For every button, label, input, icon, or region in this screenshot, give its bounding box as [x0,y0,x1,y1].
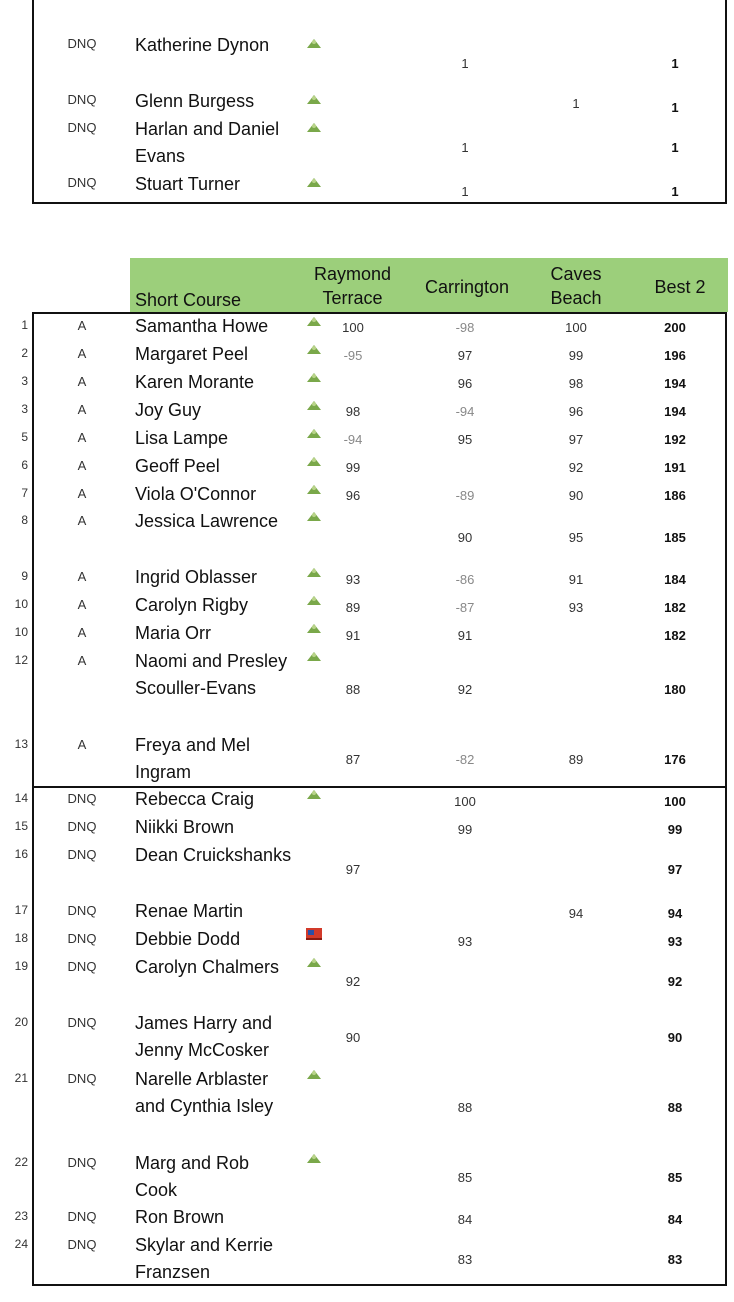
carrington-score: 90 [457,530,473,545]
row-grade: A [77,569,87,584]
rank-number: 13 [14,737,28,751]
caves-beach-score: 100 [565,320,587,335]
athlete-name: Katherine Dynon [135,35,270,55]
caves-beach-score: 92 [568,460,584,475]
green-flag-icon [305,787,323,801]
carrington-score: -82 [455,752,475,767]
athlete-name: Debbie Dodd [135,929,241,949]
best-2-total: 180 [664,682,686,697]
athlete-name: Marg and Rob [135,1153,250,1173]
carrington-score: 83 [457,1252,473,1267]
athlete-name: Jessica Lawrence [135,511,279,531]
athlete-name: Lisa Lampe [135,428,229,448]
athlete-name: Cook [135,1180,178,1200]
athlete-name: Dean Cruickshanks [135,845,292,865]
caves-beach-score: 99 [568,348,584,363]
header-carrington: Carrington [424,277,510,297]
athlete-name: Niikki Brown [135,817,235,837]
raymond-terrace-score: 93 [345,572,361,587]
carrington-score: 88 [457,1100,473,1115]
green-flag-icon [305,92,323,106]
rank-number: 7 [21,486,28,500]
athlete-name: Geoff Peel [135,456,220,476]
athlete-name: and Cynthia Isley [135,1096,274,1116]
row-grade: A [77,346,87,361]
row-grade: DNQ [67,847,97,862]
row-grade: A [77,625,87,640]
rank-number: 10 [14,625,28,639]
green-flag-icon [305,454,323,468]
best-2-total: 1 [671,56,679,71]
rank-number: 5 [21,430,28,444]
green-flag-icon [305,509,323,523]
athlete-name: Ron Brown [135,1207,225,1227]
carrington-score: 84 [457,1212,473,1227]
athlete-name: Franzsen [135,1262,211,1282]
header-best-2: Best 2 [654,277,706,297]
raymond-terrace-score: 98 [345,404,361,419]
row-grade: A [77,513,87,528]
best-2-total: 196 [664,348,686,363]
best-2-total: 182 [664,600,686,615]
athlete-name: Margaret Peel [135,344,249,364]
carrington-score: 1 [461,140,469,155]
athlete-name: Ingrid Oblasser [135,567,258,587]
row-grade: DNQ [67,959,97,974]
rank-number: 17 [14,903,28,917]
rank-number: 22 [14,1155,28,1169]
carrington-score: 95 [457,432,473,447]
red-flag-icon [305,927,323,941]
best-2-total: 1 [671,100,679,115]
athlete-name: Skylar and Kerrie [135,1235,274,1255]
green-flag-icon [305,1151,323,1165]
best-2-total: 184 [664,572,686,587]
green-flag-icon [305,175,323,189]
caves-beach-score: 97 [568,432,584,447]
row-grade: A [77,597,87,612]
rank-number: 14 [14,791,28,805]
green-flag-icon [305,955,323,969]
raymond-terrace-score: 99 [345,460,361,475]
best-2-total: 1 [671,184,679,199]
best-2-total: 94 [667,906,683,921]
row-grade: A [77,458,87,473]
row-grade: DNQ [67,819,97,834]
row-grade: A [77,318,87,333]
best-2-total: 194 [664,404,686,419]
green-flag-icon [305,565,323,579]
raymond-terrace-score: 97 [345,862,361,877]
raymond-terrace-score: 87 [345,752,361,767]
athlete-name: Naomi and Presley [135,651,288,671]
athlete-name: Rebecca Craig [135,789,255,809]
carrington-score: 100 [454,794,476,809]
green-flag-icon [305,36,323,50]
best-2-total: 99 [667,822,683,837]
carrington-score: -89 [455,488,475,503]
row-grade: DNQ [67,1015,97,1030]
athlete-name: Glenn Burgess [135,91,255,111]
green-flag-icon [305,482,323,496]
rank-number: 6 [21,458,28,472]
raymond-terrace-score: -94 [343,432,363,447]
carrington-score: -87 [455,600,475,615]
header-caves-beach: Caves Beach [550,264,602,308]
green-flag-icon [305,342,323,356]
row-grade: A [77,374,87,389]
caves-beach-score: 95 [568,530,584,545]
caves-beach-score: 93 [568,600,584,615]
row-grade: DNQ [67,903,97,918]
athlete-name: Viola O'Connor [135,484,257,504]
athlete-name: Carolyn Rigby [135,595,249,615]
best-2-total: 92 [667,974,683,989]
row-grade: DNQ [67,36,97,51]
athlete-name: Narelle Arblaster [135,1069,269,1089]
caves-beach-score: 94 [568,906,584,921]
caves-beach-score: 90 [568,488,584,503]
athlete-name: Karen Morante [135,372,255,392]
rank-number: 20 [14,1015,28,1029]
carrington-score: 92 [457,682,473,697]
row-grade: A [77,430,87,445]
row-grade: A [77,402,87,417]
carrington-score: -86 [455,572,475,587]
caves-beach-score: 98 [568,376,584,391]
best-2-total: 192 [664,432,686,447]
raymond-terrace-score: 90 [345,1030,361,1045]
raymond-terrace-score: 88 [345,682,361,697]
green-flag-icon [305,649,323,663]
best-2-total: 185 [664,530,686,545]
rank-number: 18 [14,931,28,945]
athlete-name: James Harry and [135,1013,273,1033]
athlete-name: Joy Guy [135,400,202,420]
raymond-terrace-score: 100 [342,320,364,335]
best-2-total: 84 [667,1212,683,1227]
green-flag-icon [305,593,323,607]
carrington-score: 99 [457,822,473,837]
caves-beach-score: 89 [568,752,584,767]
carrington-score: 1 [461,184,469,199]
rank-number: 8 [21,513,28,527]
header-raymond-terrace: Raymond Terrace [313,264,392,308]
rank-number: 9 [21,569,28,583]
rank-number: 19 [14,959,28,973]
athlete-name: Samantha Howe [135,316,269,336]
rank-number: 3 [21,374,28,388]
caves-beach-score: 91 [568,572,584,587]
rank-number: 12 [14,653,28,667]
best-2-total: 182 [664,628,686,643]
green-flag-icon [305,621,323,635]
rank-number: 3 [21,402,28,416]
row-grade: A [77,486,87,501]
rank-number: 2 [21,346,28,360]
best-2-total: 83 [667,1252,683,1267]
caves-beach-score: 96 [568,404,584,419]
green-flag-icon [305,398,323,412]
rank-number: 23 [14,1209,28,1223]
athlete-name: Harlan and Daniel [135,119,280,139]
best-2-total: 200 [664,320,686,335]
raymond-terrace-score: 92 [345,974,361,989]
carrington-score: 96 [457,376,473,391]
athlete-name: Jenny McCosker [135,1040,270,1060]
green-flag-icon [305,1067,323,1081]
best-2-total: 90 [667,1030,683,1045]
green-flag-icon [305,370,323,384]
green-flag-icon [305,314,323,328]
best-2-total: 186 [664,488,686,503]
row-grade: A [77,737,87,752]
row-grade: DNQ [67,1155,97,1170]
green-flag-icon [305,426,323,440]
header-section-label: Short Course [135,290,242,310]
raymond-terrace-score: 91 [345,628,361,643]
athlete-name: Evans [135,146,186,166]
best-2-total: 88 [667,1100,683,1115]
row-grade: DNQ [67,1071,97,1086]
row-grade: DNQ [67,120,97,135]
rank-number: 16 [14,847,28,861]
athlete-name: Stuart Turner [135,174,241,194]
row-grade: DNQ [67,1237,97,1252]
best-2-total: 176 [664,752,686,767]
row-grade: DNQ [67,931,97,946]
raymond-terrace-score: 89 [345,600,361,615]
athlete-name: Renae Martin [135,901,244,921]
carrington-score: -98 [455,320,475,335]
green-flag-icon [305,120,323,134]
athlete-name: Freya and Mel [135,735,251,755]
rank-number: 15 [14,819,28,833]
athlete-name: Maria Orr [135,623,211,643]
athlete-name: Ingram [135,762,192,782]
carrington-score: 97 [457,348,473,363]
best-2-total: 100 [664,794,686,809]
row-grade: A [77,653,87,668]
best-2-total: 97 [667,862,683,877]
best-2-total: 85 [667,1170,683,1185]
best-2-total: 191 [664,460,686,475]
athlete-name: Scouller-Evans [135,678,257,698]
carrington-score: 93 [457,934,473,949]
carrington-score: 1 [461,56,469,71]
carrington-score: 85 [457,1170,473,1185]
athlete-name: Carolyn Chalmers [135,957,280,977]
row-grade: DNQ [67,92,97,107]
raymond-terrace-score: -95 [343,348,363,363]
best-2-total: 194 [664,376,686,391]
best-2-total: 1 [671,140,679,155]
rank-number: 10 [14,597,28,611]
caves-beach-score: 1 [572,96,580,111]
rank-number: 24 [14,1237,28,1251]
row-grade: DNQ [67,175,97,190]
rank-number: 21 [14,1071,28,1085]
rank-number: 1 [21,318,28,332]
row-grade: DNQ [67,791,97,806]
row-grade: DNQ [67,1209,97,1224]
carrington-score: -94 [455,404,475,419]
raymond-terrace-score: 96 [345,488,361,503]
best-2-total: 93 [667,934,683,949]
carrington-score: 91 [457,628,473,643]
